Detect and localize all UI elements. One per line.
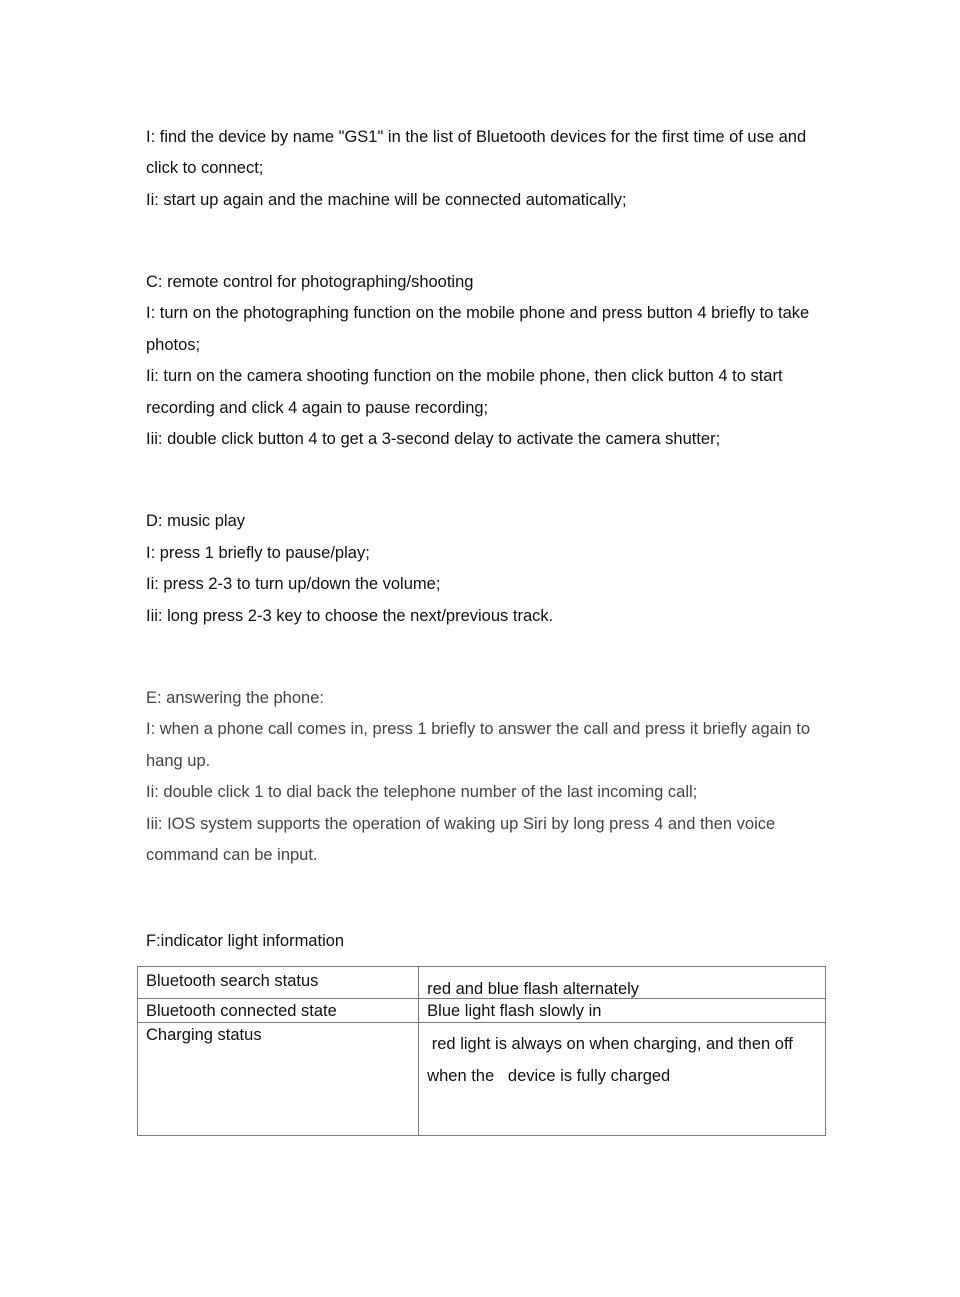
table-cell-status (138, 999, 419, 1023)
light-description: red and blue flash alternately (427, 980, 640, 998)
table-row (138, 967, 826, 999)
step-c-iii: Iii: double click button 4 to get a 3-second delay to activate the camera shutter; (146, 430, 721, 448)
step-d-iii: Iii: long press 2-3 key to choose the next/previous track. (146, 607, 554, 625)
table-row (138, 999, 826, 1023)
status-label: Bluetooth search status (146, 972, 319, 990)
step-b-i-line2: click to connect; (146, 159, 264, 177)
light-description: Blue light flash slowly in (427, 1002, 602, 1020)
step-c-i-line2: photos; (146, 336, 201, 354)
status-label: Charging status (146, 1026, 262, 1044)
light-description-line2: when the device is fully charged (427, 1067, 671, 1085)
section-c-heading: C: remote control for photographing/shooting (146, 273, 474, 291)
table-cell-light (419, 967, 826, 999)
step-b-ii: Ii: start up again and the machine will be connected automatically; (146, 191, 627, 209)
section-d-heading: D: music play (146, 512, 246, 530)
step-c-i-line1: I: turn on the photographing function on the mobile phone and press button 4 briefly to take (146, 304, 810, 322)
step-c-ii-line2: recording and click 4 again to pause recording; (146, 399, 489, 417)
step-e-iii-line1: Iii: IOS system supports the operation of waking up Siri by long press 4 and then voice (146, 815, 776, 833)
step-d-i: I: press 1 briefly to pause/play; (146, 544, 370, 562)
step-c-ii-line1: Ii: turn on the camera shooting function on the mobile phone, then click button 4 to start (146, 367, 783, 385)
table-cell-status (138, 967, 419, 999)
step-e-iii-line2: command can be input. (146, 846, 318, 864)
table-cell-status (138, 1023, 419, 1136)
step-d-ii: Ii: press 2-3 to turn up/down the volume; (146, 575, 441, 593)
step-b-i-line1: I: find the device by name "GS1" in the list of Bluetooth devices for the first time of use and (146, 128, 807, 146)
light-description-line1: red light is always on when charging, and then off (427, 1035, 793, 1053)
section-f-heading: F:indicator light information (146, 932, 345, 950)
table-cell-light (419, 999, 826, 1023)
section-e-heading: E: answering the phone: (146, 689, 324, 707)
step-e-i-line2: hang up. (146, 752, 211, 770)
table-cell-light (419, 1023, 826, 1136)
table-row (138, 1023, 826, 1136)
step-e-i-line1: I: when a phone call comes in, press 1 briefly to answer the call and press it briefly again to (146, 720, 811, 738)
status-label: Bluetooth connected state (146, 1002, 337, 1020)
step-e-ii: Ii: double click 1 to dial back the telephone number of the last incoming call; (146, 783, 698, 801)
indicator-light-table (137, 966, 826, 1136)
